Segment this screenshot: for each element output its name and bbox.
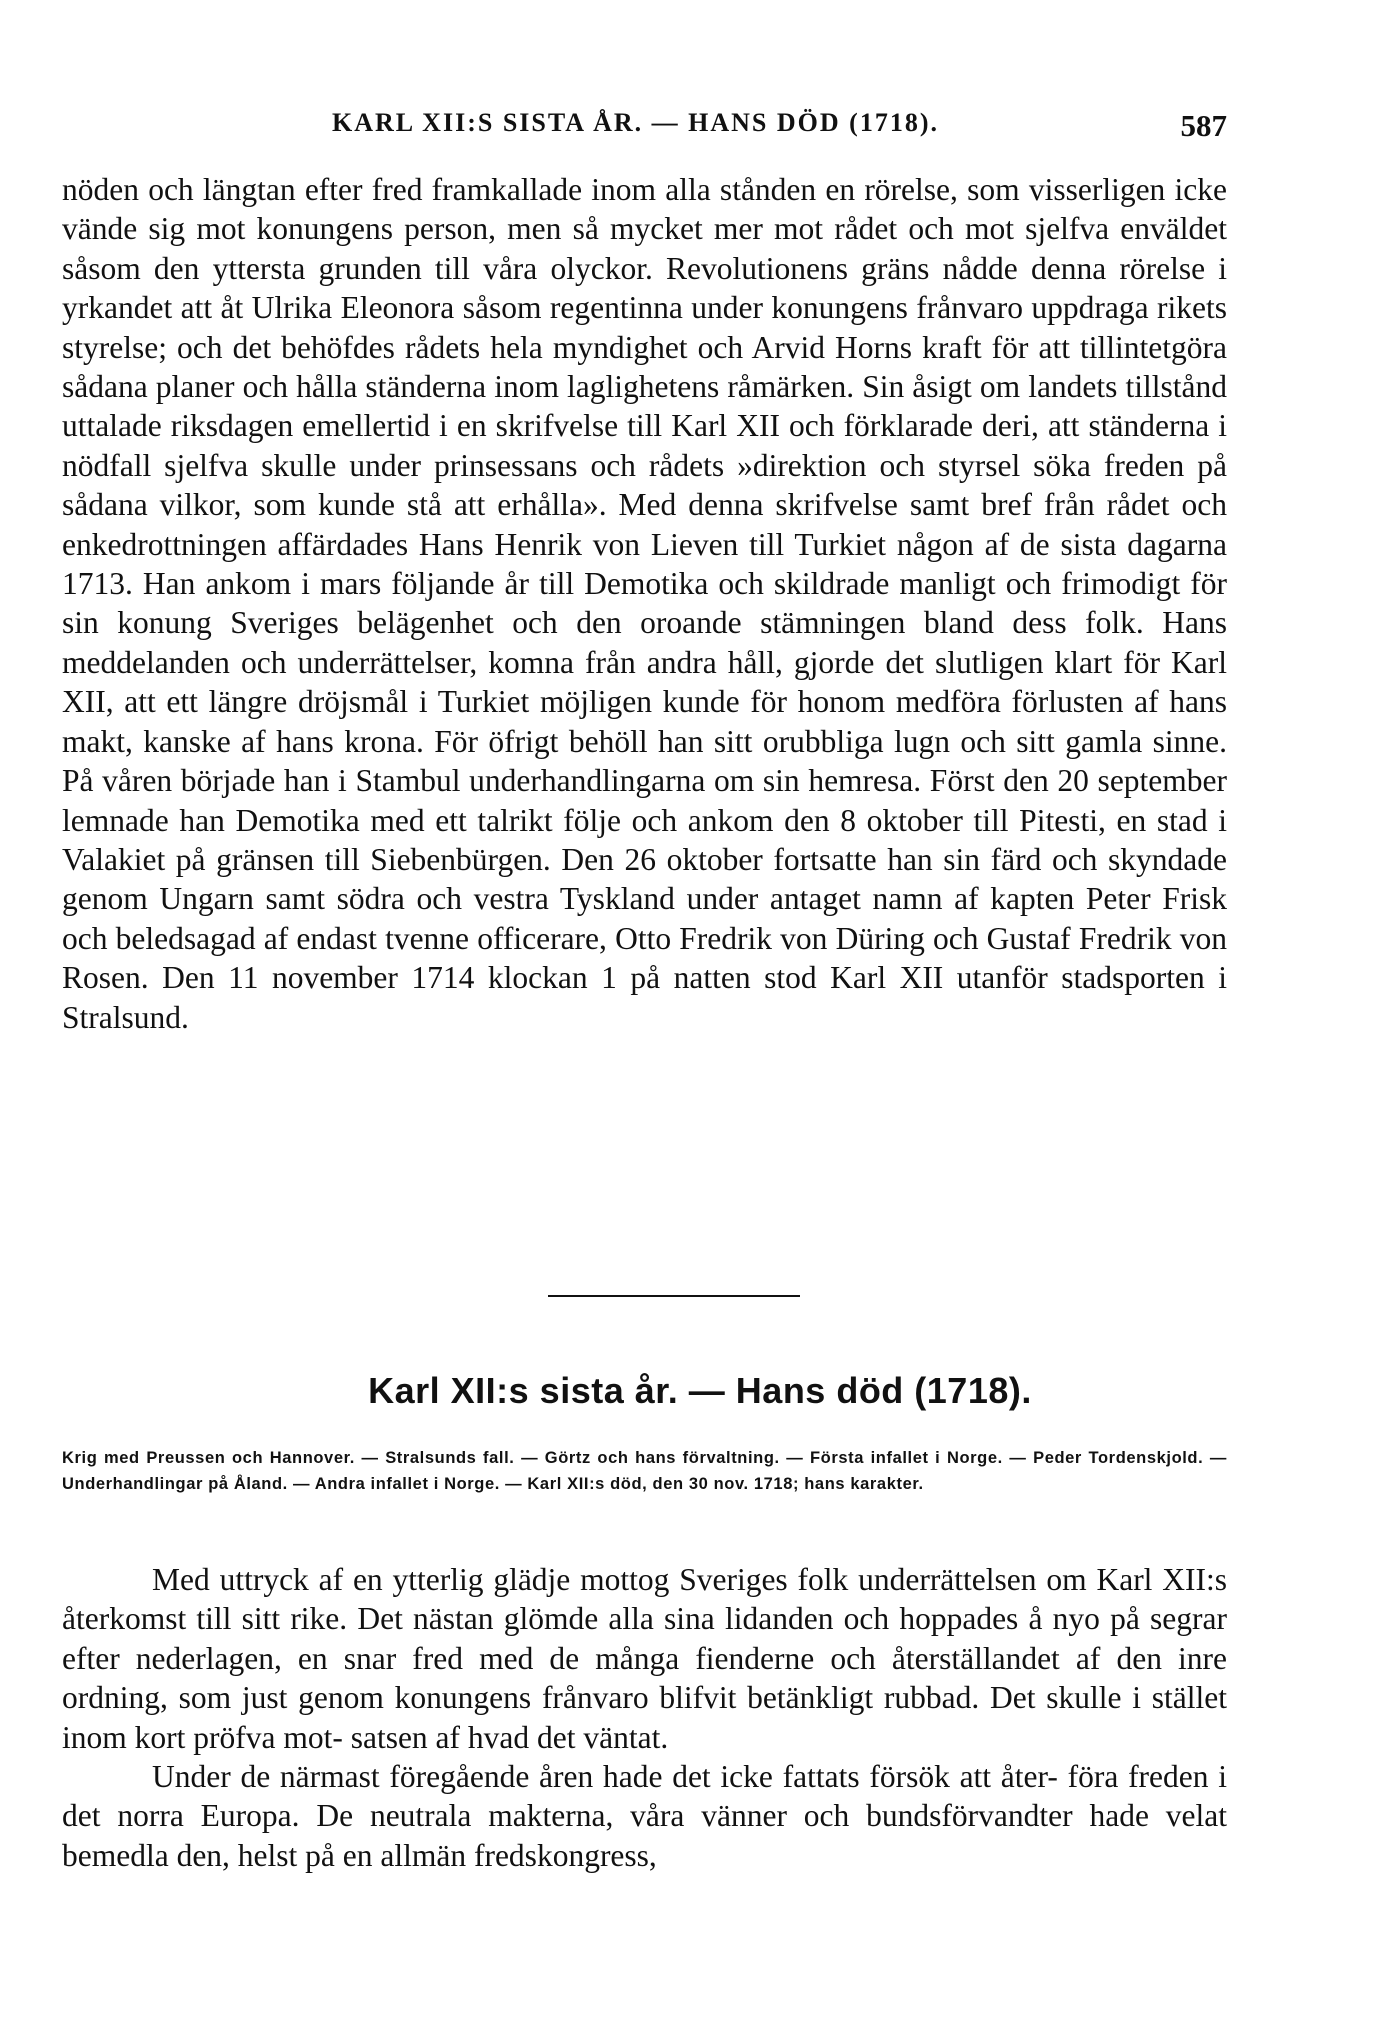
text-line: satsen af hvad det väntat. <box>350 1719 669 1755</box>
chapter-title: Karl XII:s sista år. — Hans död (1718). <box>368 1370 1032 1411</box>
text-line: och hoppades å nyo på segrar efter nederlagen, en snar fred med de många <box>62 1601 1227 1676</box>
text-line: om Karl XII:s återkomst till sitt rike. Det nästan glömde alla sina lidanden <box>62 1562 1228 1637</box>
paragraph-text <box>62 1560 1227 1757</box>
text-line: bundsförvandter hade velat bemedla den, helst på en allmän fredskongress, <box>62 1798 1227 1873</box>
text-line: Under de närmast föregående åren hade det icke fattats försök att åter- <box>152 1759 1058 1795</box>
running-title: KARL XII:S SISTA ÅR. — HANS DÖD (1718). <box>332 108 939 137</box>
paragraph-text: nöden och längtan efter fred framkallade inom alla stånden en rörelse, som visserligen icke vände sig mot konungens person, men så mycket mer mot rådet och mot sjelfva enväldet såsom den yttersta grunden till våra olyckor. Revolutionens gräns nådde denna rörelse i yrkandet att åt Ulrika Eleonora såsom regentinna under konungens frånvaro uppdraga rikets styrelse; och det behöfdes rådets hela myndighet och Arvid Horns kraft för att tillintetgöra sådana planer och hålla ständerna inom laglighetens råmärken. Sin åsigt om landets tillstånd uttalade riksdagen emellertid i en skrifvelse till Karl XII och förklarade deri, att ständerna i nödfall sjelfva skulle under prinsessans och rådets »direktion och styrsel söka freden på sådana vilkor, som kunde stå att erhålla». Med denna skrifvelse samt bref från rådet och enkedrottningen affärdades Hans Henrik von Lieven till Turkiet någon af de sista dagarna 1713. Han ankom i mars följande år till Demotika och skildrade manligt och frimodigt för sin konung Sveriges belägenhet och den oroande stämningen bland dess folk. Hans meddelanden och underrättelser, komna från andra håll, gjorde det slutligen klart för Karl XII, att ett längre dröjsmål i Turkiet möjligen kunde för honom medföra förlusten af hans makt, kanske af hans krona. För öfrigt behöll han sitt orubbliga lugn och sitt gamla sinne. På våren började han i Stambul underhandlingarna om sin hemresa. Först den 20 september lemnade han Demotika med ett talrikt följe och ankom den 8 oktober till Pitesti, en stad i Valakiet på gränsen till Siebenbürgen. Den 26 oktober fortsatte han sin färd och skyndade genom Ungarn samt södra och vestra Tyskland under antaget namn af kapten Peter Frisk och beledsagad af endast tvenne officerare, Otto Fredrik von Düring och Gustaf Fredrik von Rosen. Den 11 november 1714 klockan 1 på natten stod Karl XII utanför stadsporten i Stralsund. <box>62 172 1227 1035</box>
body-paragraph <box>62 170 1227 1037</box>
text-line: fienderne och återställandet af den inre ordning, som just genom konungens <box>62 1640 1228 1716</box>
page-number: 587 <box>1180 108 1227 143</box>
text-line: Med uttryck af en ytterlig glädje mottog Sveriges folk underrättelsen <box>152 1562 1037 1597</box>
section-divider <box>548 1295 800 1297</box>
paragraph-text <box>62 1757 1227 1875</box>
text-line: föra freden i det norra Europa. De neutrala makterna, våra vänner och <box>62 1759 1228 1834</box>
running-head <box>62 108 1227 148</box>
chapter-synopsis: Krig med Preussen och Hannover. — Stralsunds fall. — Görtz och hans förvaltning. — Första infallet i Norge. — Peder Tordenskjold. — Underhandlingar på Åland. — Andra infallet i Norge. — Karl XII:s död, den 30 nov. 1718; hans karakter. <box>62 1449 1227 1493</box>
chapter-opening-text <box>62 1560 1227 1875</box>
text-line: frånvaro blifvit betänkligt rubbad. Det skulle i stället inom kort pröfva mot- <box>62 1680 1227 1755</box>
